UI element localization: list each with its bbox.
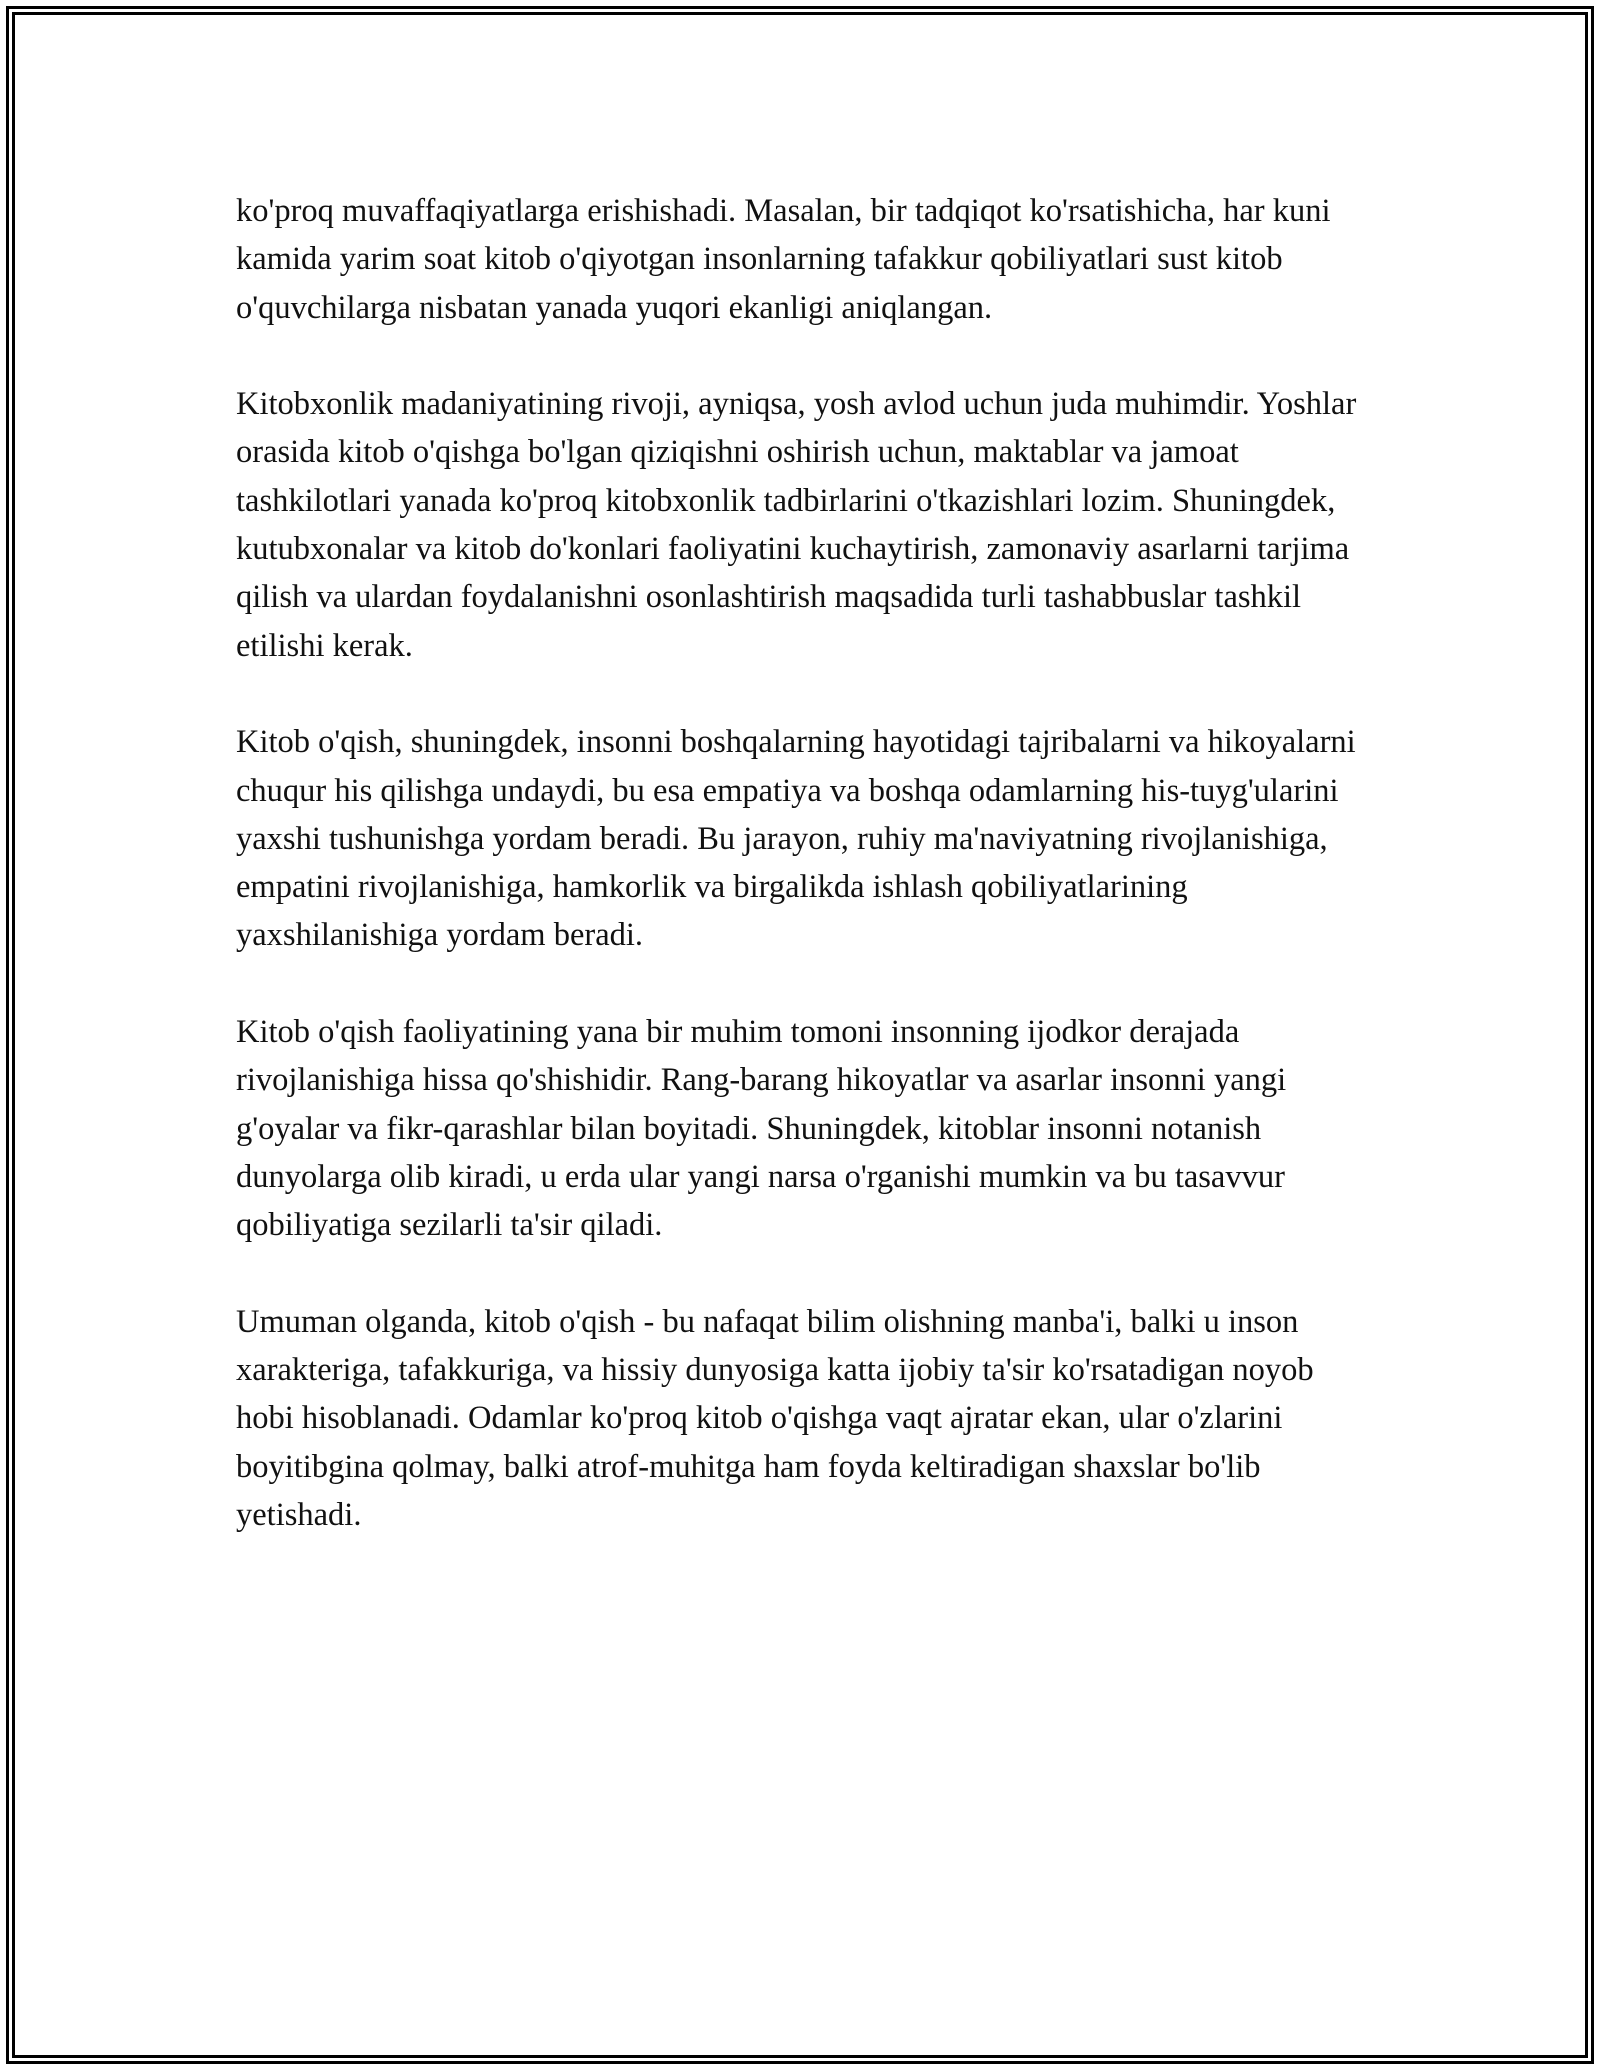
paragraph-3: Kitob o'qish, shuningdek, insonni boshqalarning hayotidagi tajribalarni va hikoyalarni chuqur his qilishga undaydi, bu esa empatiya va boshqa odamlarning his-tuyg'ularini yaxshi tushunishga yordam beradi. Bu jarayon, ruhiy ma'naviyatning rivojlanishiga, empatini rivojlanishiga, hamkorlik va birgalikda ishlash qobiliyatlarining yaxshilanishiga yordam beradi. — [236, 724, 1356, 954]
document-body — [236, 187, 1366, 1539]
paragraph-5: Umuman olganda, kitob o'qish - bu nafaqat bilim olishning manba'i, balki u inson xarakteriga, tafakkuriga, va hissiy dunyosiga katta ijobiy ta'sir ko'rsatadigan noyob hobi hisoblanadi. Odamlar ko'proq kitob o'qishga vaqt ajratar ekan, ular o'zlarini boyitibgina qolmay, balki atrof-muhitga ham foyda keltiradigan shaxslar bo'lib yetishadi. — [236, 1303, 1314, 1534]
paragraph-4: Kitob o'qish faoliyatining yana bir muhim tomoni insonning ijodkor derajada rivojlanishiga hissa qo'shishidir. Rang-barang hikoyatlar va asarlar insonni yangi g'oyalar va fikr-qarashlar bilan boyitadi. Shuningdek, kitoblar insonni notanish dunyolarga olib kiradi, u erda ular yangi narsa o'rganishi mumkin va bu tasavvur qobiliyatiga sezilarli ta'sir qiladi. — [236, 1014, 1287, 1244]
paragraph-2: Kitobxonlik madaniyatining rivoji, ayniqsa, yosh avlod uchun juda muhimdir. Yoshlar orasida kitob o'qishga bo'lgan qiziqishni oshirish uchun, maktablar va jamoat tashkilotlari yanada ko'proq kitobxonlik tadbirlarini o'tkazishlari lozim. Shuningdek, kutubxonalar va kitob do'konlari faoliyatini kuchaytirish, zamonaviy asarlarni tarjima qilish va ulardan foydalanishni osonlashtirish maqsadida turli tashabbuslar tashkil etilishi kerak. — [236, 386, 1357, 664]
paragraph-1: ko'proq muvaffaqiyatlarga erishishadi. Masalan, bir tadqiqot ko'rsatishicha, har kuni kamida yarim soat kitob o'qiyotgan insonlarning tafakkur qobiliyatlari sust kitob o'quvchilarga nisbatan yanada yuqori ekanligi aniqlangan. — [236, 193, 1331, 326]
